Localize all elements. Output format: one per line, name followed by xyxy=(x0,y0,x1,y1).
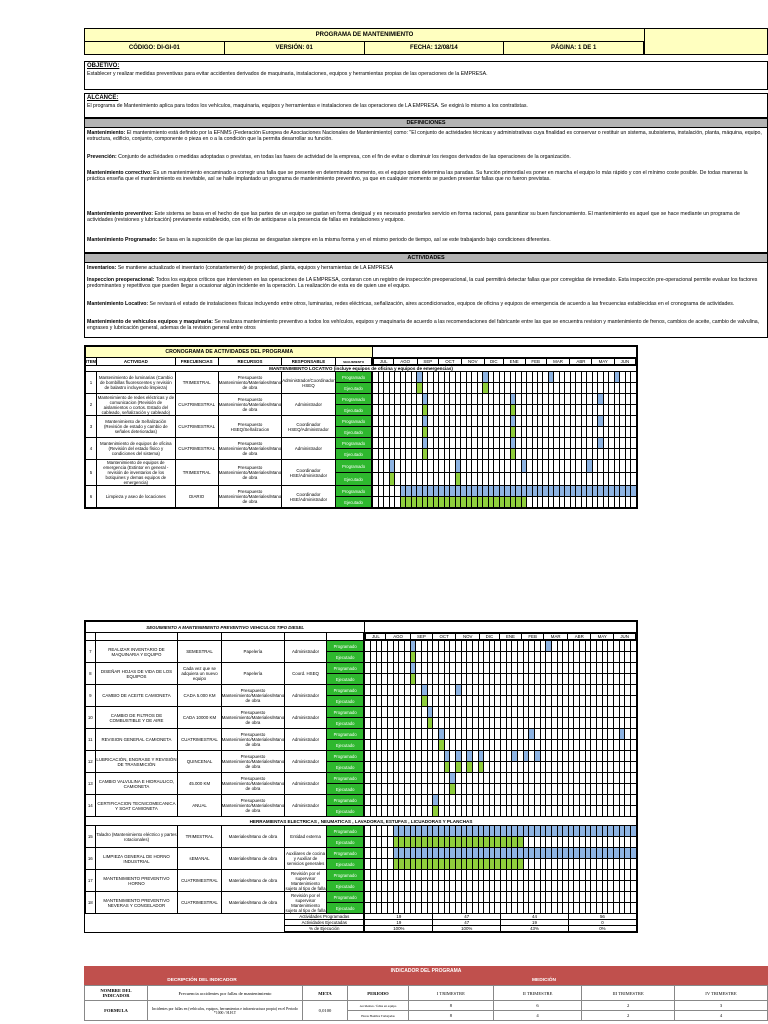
totals-value: 47 xyxy=(433,914,501,920)
row-item: 18 xyxy=(86,892,96,914)
month-header: NOV xyxy=(456,634,480,640)
row-responsable: Coordinador HSE/Administrador xyxy=(282,460,335,486)
row-item: 3 xyxy=(86,416,97,438)
week-cell xyxy=(630,751,636,762)
row-item: 6 xyxy=(86,486,97,508)
ind-row-label: Horas Hombre Trabajadas xyxy=(348,1011,409,1021)
month-header: NOV xyxy=(461,359,484,365)
row-frecuencia: TRIMESTRAL xyxy=(175,460,218,486)
month-header: DIC xyxy=(484,359,503,365)
row-frecuencia: CADA 10000 KM xyxy=(178,707,221,729)
indicador-section xyxy=(84,966,768,1021)
document-page: PÁGINA: 1 DE 1 xyxy=(504,42,644,54)
status-programado: Programado xyxy=(326,826,364,837)
formula-label: FORMULA xyxy=(85,1001,148,1021)
ind-value: 6 xyxy=(493,1001,582,1011)
trimestre-4: IV TRIMESTRE xyxy=(674,986,767,1001)
row-recursos: Presupuesto Mantenimiento/Materiales/Mano de obra xyxy=(221,795,284,817)
document-date: FECHA: 12/08/14 xyxy=(365,42,505,54)
month-header: AGO xyxy=(393,359,417,365)
row-item: 17 xyxy=(86,870,96,892)
row-frecuencia: sEMANAL xyxy=(178,848,221,870)
row-actividad: Mantenimiento de equipos de emergencia (Extintor en general - revisión de inventarios de los botiquines y demas equipos de emergencia) xyxy=(97,460,176,486)
row-recursos: Papelería xyxy=(221,641,284,663)
row-responsable: Administrador xyxy=(282,394,335,416)
month-header: OCT xyxy=(439,359,462,365)
totals-value: 100% xyxy=(365,926,433,932)
totals-label: Actividades Programadas xyxy=(285,914,364,920)
row-item: 7 xyxy=(86,641,96,663)
totals-value: 0% xyxy=(568,926,636,932)
status-programado: Programado xyxy=(326,729,364,740)
week-cell xyxy=(630,859,636,870)
status-ejecutado: Ejecutado xyxy=(326,859,364,870)
status-ejecutado: Ejecutado xyxy=(326,762,364,773)
status-programado: Programado xyxy=(326,751,364,762)
row-responsable: Administrador xyxy=(285,751,327,773)
status-programado: Programado xyxy=(326,848,364,859)
indicador-table xyxy=(84,985,768,1021)
status-ejecutado: Ejecutado xyxy=(326,740,364,751)
logo-box xyxy=(644,29,767,54)
month-header: JUN xyxy=(614,359,635,365)
totals-value: 100% xyxy=(433,926,501,932)
week-cell xyxy=(630,674,636,685)
row-item: 9 xyxy=(86,685,96,707)
week-cell xyxy=(630,870,636,881)
week-cell xyxy=(630,903,636,914)
status-ejecutado: Ejecutado xyxy=(335,473,372,486)
alcance-section xyxy=(84,93,768,118)
row-recursos: Papelería xyxy=(221,663,284,685)
status-ejecutado: Ejecutado xyxy=(326,881,364,892)
week-cell xyxy=(630,795,636,806)
row-frecuencia: CUATRIMESTRAL xyxy=(175,394,218,416)
document-header xyxy=(84,28,768,55)
row-item: 1 xyxy=(86,372,97,394)
status-ejecutado: Ejecutado xyxy=(326,696,364,707)
month-header: DIC xyxy=(480,634,499,640)
row-responsable: Auxiliares de cocina y Auxiliar de servicios generales xyxy=(285,848,327,870)
totals-value: 56 xyxy=(568,914,636,920)
objetivo-section xyxy=(84,61,768,90)
row-responsable: Administrador xyxy=(285,773,327,795)
row-actividad: REALIZAR INVENTARIO DE MAQUINARIA Y EQUIPO xyxy=(95,641,178,663)
status-programado: Programado xyxy=(326,685,364,696)
week-cell xyxy=(630,848,636,859)
status-ejecutado: Ejecutado xyxy=(335,427,372,438)
document-version: VERSIÓN: 01 xyxy=(225,42,365,54)
ind-row-label: Accidentes / fallas en equipo xyxy=(348,1001,409,1011)
week-cell xyxy=(631,473,637,486)
definiciones-section xyxy=(84,128,768,253)
ind-value: 8 xyxy=(409,1001,494,1011)
week-cell xyxy=(630,892,636,903)
row-responsable: Administrador xyxy=(282,438,335,460)
alcance-text: El programa de Mantenimiento aplica para todos los vehículos, maquinaria, equipos y herramientas e instalaciones de las operaciones de LA EMPRESA. Se exigirá lo mismo a los contratistas. xyxy=(87,103,528,109)
week-cell xyxy=(630,740,636,751)
meta-label: META xyxy=(303,986,348,1001)
week-cell xyxy=(630,826,636,837)
ind-value: 4 xyxy=(493,1011,582,1021)
status-ejecutado: Ejecutado xyxy=(335,497,372,508)
status-programado: Programado xyxy=(335,372,372,383)
month-header: ENE xyxy=(499,634,522,640)
month-header: ABR xyxy=(568,634,591,640)
month-header: ENE xyxy=(503,359,525,365)
month-header: JUN xyxy=(614,634,636,640)
month-header: MAY xyxy=(592,359,614,365)
week-cell xyxy=(630,707,636,718)
status-programado: Programado xyxy=(326,892,364,903)
trimestre-2: II TRIMESTRE xyxy=(493,986,582,1001)
totals-value: 19 xyxy=(365,914,433,920)
indicador-title: INDICADOR DEL PROGRAMA xyxy=(84,966,768,976)
month-header: MAR xyxy=(546,359,570,365)
week-cell xyxy=(631,497,637,508)
definiciones-title: DEFINICIONES xyxy=(84,118,768,128)
week-cell xyxy=(631,416,637,427)
status-programado: Programado xyxy=(326,663,364,674)
row-actividad: MANTENIMIENTO PREVENTIVO NEVERAS Y CONGELADOR xyxy=(95,892,178,914)
act-inventarios: Inventarios: Se mantiene actualizado el inventario (constantemente) de propiedad, planta, equipos y herramientas de LA EMPRESA xyxy=(87,265,393,271)
document xyxy=(84,28,768,338)
row-responsable: Entidad externa xyxy=(285,826,327,848)
status-programado: Programado xyxy=(326,707,364,718)
row-actividad: Mantenimiento de Señalización (Revisión de estado y cambio de señales deterioradas) xyxy=(97,416,176,438)
week-cell xyxy=(631,394,637,405)
row-actividad: CAMBIO VALVULINA E HIDRAULICO, CAMIONETA xyxy=(95,773,178,795)
status-ejecutado: Ejecutado xyxy=(326,652,364,663)
cronograma-title: CRONOGRAMA DE ACTIVIDADES DEL PROGRAMA xyxy=(86,347,373,358)
status-programado: Programado xyxy=(326,870,364,881)
week-cell xyxy=(631,460,637,473)
month-header: MAR xyxy=(543,634,567,640)
status-programado: Programado xyxy=(335,438,372,449)
row-responsable: Administrador/Coordinador HSEQ xyxy=(282,372,335,394)
row-recursos: Presupuesto Mantenimiento/Materiales/Mano de obra xyxy=(221,729,284,751)
medicion-header: MEDICIÓN xyxy=(532,978,556,983)
document-title: PROGRAMA DE MANTENIMIENTO xyxy=(315,32,414,38)
week-cell xyxy=(631,449,637,460)
row-recursos: Presupuesto Mantenimiento/Materiales/Mano de obra xyxy=(221,773,284,795)
week-cell xyxy=(630,806,636,817)
nombre-value: Frecuencia accidentes por fallas de mantenimiento xyxy=(148,986,303,1001)
month-header: MAY xyxy=(591,634,614,640)
objetivo-text: Establecer y realizar medidas preventivas para evitar accidentes derivados de maquinaria, instalaciones, equipos y herramientas propias de las operaciones de la EMPRESA. xyxy=(87,71,488,77)
trimestre-3: III TRIMESTRE xyxy=(582,986,675,1001)
week-cell xyxy=(631,383,637,394)
act-preoperacional: Inspeccion preoperacional: Todos los equipos críticos que intervienen en las operaciones de LA EMPRESA, contaran con un registro de inspección preoperacional, la cual permitirá detectar fallas que por corregidas de inmediato. Esta inspección pre-operacional permite evaluar los factores predominantes y repetitivos que pueden llegar a ocasionar algún incidente en la operación. La realización de esta es de quien use el equipo. xyxy=(87,277,758,290)
row-actividad: DISEÑAR HOJAS DE VIDA DE LOS EQUIPOS xyxy=(95,663,178,685)
ind-value: 8 xyxy=(409,1011,494,1021)
week-cell xyxy=(631,438,637,449)
totals-value: 47 xyxy=(433,920,501,926)
row-item: 13 xyxy=(86,773,96,795)
row-frecuencia: 45.000 KM xyxy=(178,773,221,795)
row-item: 5 xyxy=(86,460,97,486)
status-ejecutado: Ejecutado xyxy=(326,903,364,914)
row-frecuencia: CUATRIMESTRAL xyxy=(178,729,221,751)
row-actividad: CERTIFICACION TECNICOMECANICA Y SOAT CAMIONETA xyxy=(95,795,178,817)
row-actividad: Mantenimiento de redes eléctricas y de comunicacion (Revisión de aislamientos o cortos. Estado del cableado, señalización y cableado) xyxy=(97,394,175,415)
week-cell xyxy=(630,837,636,848)
row-recursos: Materiales/Mano de obra xyxy=(221,848,284,870)
row-responsable: Coord. HSEQ xyxy=(285,663,327,685)
row-actividad: CAMBIO DE FILTROS DE COMBUSTIBLE Y DE AIRE xyxy=(95,707,178,729)
row-actividad: Mantenimiento de equipos de oficina (Revisión del estado físico y condiciones del sistema) xyxy=(97,438,176,460)
row-item: 8 xyxy=(86,663,96,685)
def-preventivo: Mantenimiento preventivo: Este sistema se basa en el hecho de que las partes de un equipo se gastan en forma desigual y es necesario prestarles servicio en forma racional, para garantizar su buen funcionamiento. El mantenimiento es aquel que se hace mediante un programa de actividades (revisiones y lubricación) previamente establecido, con el fin de anticiparse a la presencia de fallas en instalaciones y equipos. xyxy=(87,211,740,224)
totals-value: 43% xyxy=(501,926,569,932)
def-programado: Mantenimiento Programado: Se basa en la suposición de que las piezas se desgastan siempre en la misma forma y en el mismo periodo de tiempo, así se este trabajando bajo condiciones diferentes. xyxy=(87,237,551,243)
col-responsable: RESPONSABLE xyxy=(282,358,335,366)
row-responsable: Administrador xyxy=(285,707,327,729)
row-actividad: MANTENIMIENTO PREVENTIVO HORNO xyxy=(95,870,178,892)
row-responsable: Administrador xyxy=(285,729,327,751)
month-header: OCT xyxy=(433,634,456,640)
periodo-label: PERIODO xyxy=(348,986,409,1001)
row-item: 16 xyxy=(86,848,96,870)
week-cell xyxy=(630,641,636,652)
row-item: 2 xyxy=(86,394,97,416)
def-prevencion: Prevención: Conjunto de actividades o medidas adoptadas o previstas, en todas las fases de actividad de la empresa, con el fin de evitar o disminuir los riesgos derivados de las operaciones de la organización. xyxy=(87,154,571,160)
status-ejecutado: Ejecutado xyxy=(326,837,364,848)
week-cell xyxy=(630,773,636,784)
row-recursos: Presupuesto Mantenimiento/Materiales/Mano de obra xyxy=(218,394,281,416)
row-frecuencia: CUATRIMESTRAL xyxy=(175,416,218,438)
col-frecuencias: FRECUENCIAS xyxy=(175,358,218,366)
seguimiento-title: SEGUIMIENTO A MANTENIMIENTO PREVENTIVO VEHICULOS TIPO DIESEL xyxy=(86,622,365,633)
month-header: SEP xyxy=(417,359,439,365)
row-frecuencia: CADA 5.000 KM xyxy=(178,685,221,707)
totals-label: Actividades Ejecutadas xyxy=(285,920,364,926)
row-responsable: Coordinador HSEQ/Administrador xyxy=(282,416,335,438)
status-ejecutado: Ejecutado xyxy=(335,383,372,394)
ind-value: 3 xyxy=(674,1001,767,1011)
ind-value: 2 xyxy=(582,1001,675,1011)
month-header: FEB xyxy=(522,634,544,640)
row-actividad: REVISION GENERAL CAMIONETA xyxy=(95,729,178,751)
meta-value: 0,0100 xyxy=(303,1001,348,1021)
row-recursos: Presupuesto Mantenimiento/Materiales/Mano de obra xyxy=(221,685,284,707)
week-cell xyxy=(630,652,636,663)
status-ejecutado: Ejecutado xyxy=(326,784,364,795)
row-recursos: Presupuesto Mantenimiento/Materiales/Mano de obra xyxy=(218,372,281,394)
row-item: 10 xyxy=(86,707,96,729)
week-cell xyxy=(631,427,637,438)
formula-value: Incidentes por fallas en (vehículos, equipos, herramientas e infraestructura propia) en el Periodo *1000 / H.H.T xyxy=(148,1001,303,1021)
totals-label: % de Ejecución xyxy=(285,926,364,932)
actividades-title: ACTIVIDADES xyxy=(84,253,768,263)
row-recursos: Materiales/Mano de obra xyxy=(221,826,284,848)
row-actividad: Taladro (Mantenimiento eléctrico y partes rotacionales) xyxy=(95,826,178,848)
row-recursos: Presupuesto Mantenimiento/Materiales/Mano de obra xyxy=(218,438,281,460)
row-item: 14 xyxy=(86,795,96,817)
row-responsable: Administrador xyxy=(285,641,327,663)
nombre-label: NOMBRE DEL INDICADOR xyxy=(85,986,148,1001)
totals-value: 19 xyxy=(365,920,433,926)
def-correctivo: Mantenimiento correctivo: Es un mantenimiento encaminado a corregir una falla que se presente en determinado momento, es el equipo quien determina las paradas. Su función primordial es poner en marcha el equipo lo más rápido y con el mínimo coste posible. De todas maneras la práctica enseña que el mantenimiento es inevitable, así se halle implantado un programa de mantenimiento preventivo, ya que en cualquier momento se pueden presentar fallas que no fueron previstas. xyxy=(87,170,748,183)
indicador-subheader xyxy=(84,976,768,985)
actividades-section xyxy=(84,263,768,338)
row-recursos: Materiales/Mano de obra xyxy=(221,870,284,892)
row-frecuencia: DIARIO xyxy=(175,486,218,508)
row-actividad: LUBRICACIÓN, ENGRASE Y REVISIÓN DE TRANSMICIÓN xyxy=(95,751,178,773)
col-recursos: RECURSOS xyxy=(218,358,281,366)
week-cell xyxy=(630,696,636,707)
cronograma-table xyxy=(84,345,638,509)
def-mantenimiento: Mantenimiento: El mantenimiento está definido por la EFNMS (Federación Europea de Asociaciones Nacionales de Mantenimiento) como: "El conjunto de actividades técnicas y administrativas cuya finalidad es conservar o restituir un sistema, subsistema, instalación, planta, máquina, equipo, estructura, edificio, conjunto, componente o pieza en o a la condición que la permita desarrollar su función. xyxy=(87,130,762,143)
status-ejecutado: Ejecutado xyxy=(326,674,364,685)
col-actividad: ACTIVIDAD xyxy=(97,358,176,366)
month-header: FEB xyxy=(525,359,546,365)
status-ejecutado: Ejecutado xyxy=(326,718,364,729)
month-header: AGO xyxy=(386,634,410,640)
desc-header: DECRIPCIÓN DEL INDICADOR xyxy=(167,978,237,983)
seguimiento-table xyxy=(84,620,638,933)
totals-value: 44 xyxy=(501,914,569,920)
row-frecuencia: CUATRIMESTRAL xyxy=(175,438,218,460)
row-responsable: Administrador xyxy=(285,685,327,707)
act-vehiculos: Mantenimiento de vehículos equipos y maquinaria: Se realizara mantenimiento preventivo a todos los vehículos, equipos y maquinaria de acuerdo a las recomendaciones del fabricante entre las que se encuentra revision y mantenimiento de frenos, cambios de aceite, cambio de valvulina, engrases y lubricación general, ademas de la revision general entre otros xyxy=(87,319,760,332)
row-frecuencia: SEMESTRAL xyxy=(178,641,221,663)
ind-value: 2 xyxy=(582,1011,675,1021)
week-cell xyxy=(630,663,636,674)
week-cell xyxy=(630,685,636,696)
row-actividad: CAMBIO DE ACEITE CAMIONETA xyxy=(95,685,178,707)
week-cell xyxy=(630,784,636,795)
row-responsable: Revisión por el supervisor Mantenimiento sujeto al tipo de falla xyxy=(285,892,326,913)
ind-value: 4 xyxy=(674,1011,767,1021)
week-cell xyxy=(630,762,636,773)
status-programado: Programado xyxy=(326,641,364,652)
act-locativo: Mantenimiento Locativo: Se revisará el estado de instalaciones físicas incluyendo entre otros, luminarias, redes eléctricas, señalización, aires acondicionados, equipos de oficina y equipos de emergencia de acuerdo a las frecuencias establecidas en el cronograma de actividades. xyxy=(87,301,735,307)
status-ejecutado: Ejecutado xyxy=(335,449,372,460)
row-frecuencia: Cada vez que se adquiera un nuevo equipo xyxy=(178,663,221,685)
status-programado: Programado xyxy=(335,416,372,427)
col-item: ITEM xyxy=(86,359,97,364)
month-header: JUL xyxy=(374,359,393,365)
month-header: SEP xyxy=(410,634,432,640)
week-cell xyxy=(631,405,637,416)
section-locativo: MANTENIMIENTO LOCATIVO (incluye equipos de oficina y equipos de emergencias) xyxy=(86,366,637,372)
row-actividad: LIMPIEZA GENERAL DE HORNO INDUSTRIAL xyxy=(95,848,178,870)
row-frecuencia: QUINCENAL xyxy=(178,751,221,773)
week-cell xyxy=(631,372,637,383)
alcance-label: ALCANCE: xyxy=(87,95,119,101)
month-header: ABR xyxy=(570,359,592,365)
week-cell xyxy=(630,881,636,892)
status-ejecutado: Ejecutado xyxy=(335,405,372,416)
status-programado: Programado xyxy=(326,795,364,806)
row-frecuencia: ANUAL xyxy=(178,795,221,817)
week-cell xyxy=(631,486,637,497)
row-recursos: Presupuesto Mantenimiento/Materiales/Mano de obra xyxy=(221,707,284,729)
row-frecuencia: TRIMESTRAL xyxy=(175,372,218,394)
section-herramientas: HERRAMIENTAS ELECTRICAS , NEUMATICAS , LAVADORAS, ESTUFAS , LICUADORAS Y PLANCHAS xyxy=(86,817,637,826)
week-cell xyxy=(630,718,636,729)
row-responsable: Coordinador HSE/Administrador xyxy=(282,486,335,508)
row-item: 15 xyxy=(86,826,96,848)
row-recursos: Materiales/Mano de obra xyxy=(221,892,284,914)
document-code: CÓDIGO: DI-GI-01 xyxy=(85,42,225,54)
totals-value: 0 xyxy=(568,920,636,926)
row-actividad: Limpieza y aseo de locaciones xyxy=(97,486,176,508)
row-recursos: Presupuesto Mantenimiento/Materiales/Mano de obra xyxy=(218,460,281,486)
status-programado: Programado xyxy=(335,394,372,405)
row-recursos: Presupuesto Mantenimiento/Materiales/Mano de obra xyxy=(221,751,284,773)
row-recursos: Presupuesto Mantenimiento/Materiales/Mano de obra xyxy=(218,486,281,508)
totals-value: 19 xyxy=(501,920,569,926)
row-frecuencia: TRIMESTRAL xyxy=(178,826,221,848)
month-header: JUL xyxy=(366,634,386,640)
row-item: 4 xyxy=(86,438,97,460)
row-frecuencia: CUATRIMESTRAL xyxy=(178,870,221,892)
row-actividad: Mantenimiento de luminarias (Cambio de bombillas fluorescentes y revisión de balastro incluyendo limpieza) xyxy=(97,372,176,394)
row-item: 11 xyxy=(86,729,96,751)
row-responsable: Revisión por el supervisor Mantenimiento sujeto al tipo de falla xyxy=(285,870,326,891)
trimestre-1: I TRIMESTRE xyxy=(409,986,494,1001)
row-frecuencia: CUATRIMESTRAL xyxy=(178,892,221,914)
row-item: 12 xyxy=(86,751,96,773)
status-programado: Programado xyxy=(326,773,364,784)
row-responsable: Administrador xyxy=(285,795,327,817)
status-programado: Programado xyxy=(335,486,372,497)
week-cell xyxy=(630,729,636,740)
objetivo-label: OBJETIVO: xyxy=(87,63,120,69)
status-ejecutado: Ejecutado xyxy=(326,806,364,817)
row-recursos: Presupuesto HSEQ/Señalizacion xyxy=(218,416,281,438)
status-programado: Programado xyxy=(335,460,372,473)
col-seguimiento: SEGUIMIENTO xyxy=(335,358,372,366)
